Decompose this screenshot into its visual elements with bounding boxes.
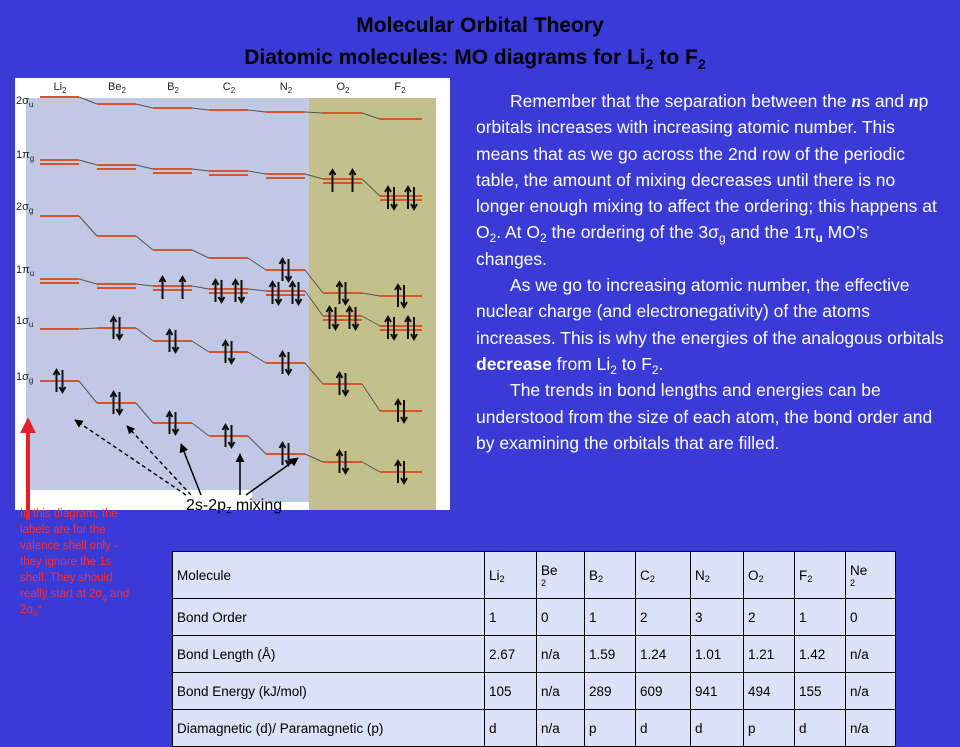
molecule-label-text: O	[336, 81, 346, 93]
molecule-label-sub: 2	[230, 86, 236, 95]
molecule-label-sub: 2	[62, 86, 67, 95]
p1-sub-3: g	[718, 231, 726, 246]
p1-text-b: s and	[861, 91, 909, 111]
paragraph-3: The trends in bond lengths and energies can be understood from the size of each atom, the bond order and by examining the orbitals that are filled.	[476, 380, 933, 453]
value-cell: n/a	[537, 636, 585, 673]
header-cell	[846, 552, 896, 599]
note-text-c: *	[37, 604, 43, 616]
orbital-label-sub: g	[28, 376, 34, 385]
value-cell: p	[585, 710, 636, 747]
header-text: N	[695, 567, 705, 583]
mixing-label	[186, 497, 282, 515]
slide-subtitle	[0, 45, 955, 71]
value-cell: 1.42	[795, 636, 846, 673]
value-cell: n/a	[537, 673, 585, 710]
table-row	[173, 710, 896, 747]
subtitle-text-a: Diatomic molecules: MO diagrams for Li	[244, 46, 646, 69]
note-text-a: In this diagram, the labels are for the valence shell only - they ignore the 1s shell. They should really start at 2σ	[20, 508, 118, 600]
header-subscript: 2	[807, 574, 813, 585]
value-cell: n/a	[846, 710, 896, 747]
value-cell: 155	[795, 673, 846, 710]
p1-text-c: p orbitals increases with increasing atomic number. This means that as we go across the 2nd row of the periodic table, the amount of mixing decreases until there is no longer enough mixing to affect the ordering; this happens at O	[476, 91, 937, 243]
row-label-cell: Diamagnetic (d)/ Paramagnetic (p)	[173, 710, 485, 747]
value-cell: d	[485, 710, 537, 747]
value-cell: 1.59	[585, 636, 636, 673]
p1-text-a: Remember that the separation between the	[510, 91, 852, 111]
value-cell: 0	[846, 599, 896, 636]
p1-text-d: . At O	[496, 222, 541, 243]
orbital-label-sub: g	[29, 154, 35, 163]
molecule-label-sub: 2	[121, 86, 126, 95]
diagram-note	[20, 506, 132, 618]
header-cell	[485, 552, 537, 599]
row-label-cell: Bond Length (Å)	[173, 636, 485, 673]
header-subscript: 2	[598, 574, 604, 585]
header-cell	[691, 552, 744, 599]
header-subscript: 2	[850, 577, 856, 588]
header-text: Ne	[850, 562, 868, 578]
mixing-label-b: mixing	[231, 497, 283, 514]
molecule-label-text: C	[222, 81, 231, 93]
value-cell: 1.01	[691, 636, 744, 673]
table-row	[173, 673, 896, 710]
header-text: C	[640, 567, 650, 583]
p2-sub-1: 2	[610, 362, 617, 377]
molecule-label-text: B	[167, 81, 175, 93]
molecule-label-sub: 2	[287, 86, 293, 95]
value-cell: 941	[691, 673, 744, 710]
p2-bold: decrease	[476, 353, 552, 374]
header-cell	[173, 552, 485, 599]
molecule-label-text: Li	[53, 81, 63, 93]
p2-text-d: .	[658, 353, 664, 374]
mixing-label-sub: z	[226, 504, 232, 517]
orbital-label-sub: u	[29, 269, 35, 278]
value-cell: 494	[744, 673, 795, 710]
p1-sub-1: 2	[489, 231, 497, 246]
p2-text-c: to F	[616, 353, 652, 374]
orbital-label-text: 1σ	[16, 315, 29, 327]
p1-sub-4: u	[815, 231, 823, 246]
value-cell: 1.24	[636, 636, 691, 673]
molecule-label-sub: 2	[345, 86, 350, 95]
value-cell: 2	[636, 599, 691, 636]
orbital-label-text: 2σ	[16, 201, 29, 213]
orbital-label-text: 1σ	[16, 371, 29, 383]
value-cell: 1	[485, 599, 537, 636]
value-cell: p	[744, 710, 795, 747]
header-cell	[585, 552, 636, 599]
orbital-label-text: 1π	[16, 149, 30, 161]
header-cell	[636, 552, 691, 599]
header-text: B	[589, 567, 599, 583]
value-cell: n/a	[846, 636, 896, 673]
value-cell: 0	[537, 599, 585, 636]
value-cell: 1	[795, 599, 846, 636]
p1-sub-2: 2	[540, 231, 547, 246]
paragraph-1	[476, 88, 944, 272]
table-row	[173, 636, 896, 673]
note-sub-b: u	[33, 608, 38, 618]
note-text-b: and 2σ	[20, 588, 130, 616]
value-cell: n/a	[846, 673, 896, 710]
header-subscript: 2	[649, 574, 655, 585]
header-text: F	[799, 567, 808, 583]
paragraph-2	[476, 272, 944, 377]
table-row	[173, 599, 896, 636]
orbital-label-sub: u	[28, 100, 34, 109]
value-cell: d	[636, 710, 691, 747]
value-cell: 105	[485, 673, 537, 710]
header-text: Molecule	[177, 567, 232, 583]
slide-title: Molecular Orbital Theory	[356, 14, 604, 37]
orbital-label-sub: g	[28, 206, 34, 215]
mixing-label-a: 2s-2p	[186, 497, 227, 514]
header-subscript: 2	[499, 574, 505, 585]
p2-text-b: from Li	[551, 353, 611, 374]
molecule-label-sub: 2	[174, 86, 179, 95]
subtitle-text-b: to F	[653, 46, 698, 69]
header-subscript: 2	[541, 577, 547, 588]
row-label-cell: Bond Order	[173, 599, 485, 636]
header-cell	[795, 552, 846, 599]
explanation-text	[476, 88, 944, 456]
molecule-label-text: N	[279, 81, 288, 93]
p1-n-1: n	[851, 91, 862, 111]
p1-text-g: MO’s changes.	[476, 222, 869, 269]
header-cell	[537, 552, 585, 599]
subtitle-sub-b: 2	[697, 56, 706, 73]
value-cell: 3	[691, 599, 744, 636]
properties-table	[172, 551, 896, 747]
molecule-label-text: Be	[108, 81, 122, 93]
value-cell: 1.21	[744, 636, 795, 673]
header-text: Be	[541, 562, 558, 578]
note-sub-a: g	[102, 592, 107, 602]
p1-text-e: the ordering of the 3σ	[546, 222, 719, 243]
table-header-row	[173, 552, 896, 599]
molecule-label-sub: 2	[401, 86, 406, 95]
value-cell: 2.67	[485, 636, 537, 673]
value-cell: 289	[585, 673, 636, 710]
p2-sub-2: 2	[651, 362, 659, 377]
molecule-label-text: F	[394, 81, 402, 93]
row-label-cell: Bond Energy (kJ/mol)	[173, 673, 485, 710]
header-text: O	[748, 567, 759, 583]
value-cell: d	[691, 710, 744, 747]
header-subscript: 2	[758, 574, 764, 585]
p2-text-a: As we go to increasing atomic number, the effective nuclear charge (and electronegativity) of the atoms increases. This is why the energies of the analogous orbitals	[476, 275, 944, 348]
value-cell: d	[795, 710, 846, 747]
subtitle-sub-a: 2	[645, 56, 654, 73]
orbital-label-sub: u	[28, 320, 34, 329]
header-subscript: 2	[704, 574, 710, 585]
orbital-label-text: 2σ	[16, 95, 29, 107]
value-cell: 1	[585, 599, 636, 636]
orbital-label-text: 1π	[16, 264, 30, 276]
p1-text-f: and the 1π	[725, 222, 816, 243]
header-text: Li	[489, 567, 500, 583]
header-cell	[744, 552, 795, 599]
value-cell: 609	[636, 673, 691, 710]
p1-n-2: n	[908, 91, 919, 111]
column-f2	[366, 98, 436, 510]
value-cell: 2	[744, 599, 795, 636]
mo-diagram	[15, 78, 450, 510]
value-cell: n/a	[537, 710, 585, 747]
